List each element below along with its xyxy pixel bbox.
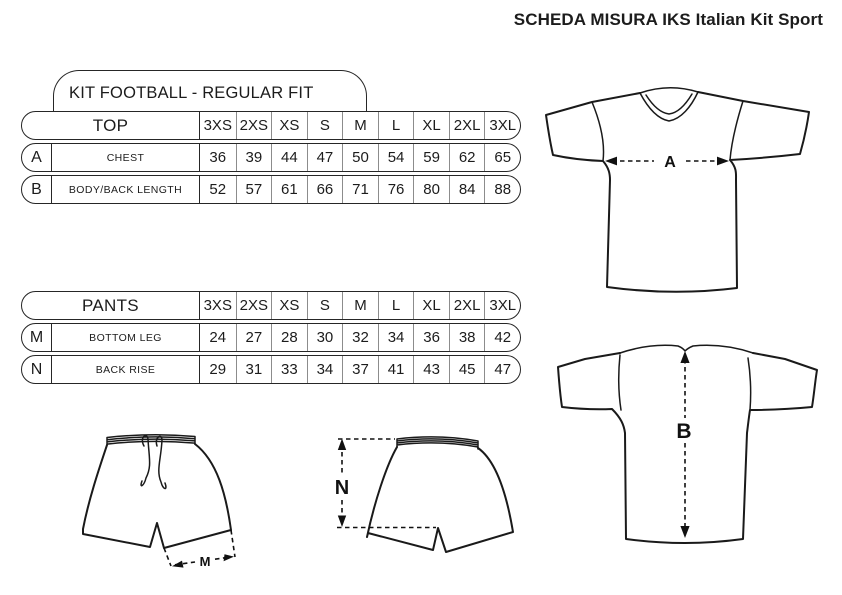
measure-label: BACK RISE [52,356,200,383]
size-header-cell: XS [271,292,307,319]
value-cell: 37 [342,356,378,383]
shirt-back-diagram [545,336,835,551]
size-header-cell: XL [413,112,449,139]
waistband [107,435,195,445]
value-cell: 28 [271,324,307,351]
size-header-cell: 2XL [449,112,485,139]
arrowhead-left [605,157,617,166]
measure-label: BOTTOM LEG [52,324,200,351]
table-row-chest [21,143,521,172]
arrowhead-right [224,554,234,561]
value-cell: 47 [307,144,343,171]
value-cell: 57 [236,176,272,203]
table-row-bottom-leg [21,323,521,352]
value-cell: 34 [307,356,343,383]
arrowhead-top [680,351,689,363]
measure-label: BODY/BACK LENGTH [52,176,200,203]
value-cell: 88 [484,176,520,203]
drawstring-right [156,436,166,488]
shorts-front-outline [83,444,231,548]
size-header-cell: S [307,112,343,139]
value-cell: 29 [209,361,227,378]
size-header-cell: S [307,292,343,319]
value-cell: 38 [449,324,485,351]
kit-tab-label: KIT FOOTBALL - REGULAR FIT [69,84,314,102]
table-row-back-rise [21,355,521,384]
measure-letter: B [22,176,52,203]
size-header-cell: M [342,292,378,319]
value-cell: 34 [378,324,414,351]
size-header-cell: 2XS [236,112,272,139]
value-cell: 84 [449,176,485,203]
collar-band-outer [640,92,698,121]
collar-outer-arc [640,88,698,93]
back-neckline [620,345,753,353]
measure-label: CHEST [52,144,200,171]
shirt-front-diagram [536,78,826,303]
left-armhole-seam [619,355,621,410]
value-cell: 43 [413,356,449,383]
shorts-back-outline [367,447,513,552]
measure-letter: A [22,144,52,171]
measure-label-n: N [334,477,350,499]
right-armhole-seam [748,358,751,410]
value-cell: 76 [378,176,414,203]
document-title: SCHEDA MISURA IKS Italian Kit Sport [513,10,823,29]
value-cell: 50 [342,144,378,171]
value-cell: 36 [209,149,227,166]
value-cell: 47 [484,356,520,383]
waistband [397,437,478,449]
top-table-title: TOP [22,112,200,139]
shorts-front-drawing-svg [78,428,243,576]
value-cell: 71 [342,176,378,203]
size-header-cell: 2XL [449,292,485,319]
value-cell: 54 [378,144,414,171]
measure-label-b: B [676,420,692,443]
arrowhead-left [172,561,184,568]
measure-letter: N [22,356,52,383]
value-cell: 65 [484,144,520,171]
measure-label-a: A [664,154,676,171]
arrowhead-top [338,439,346,451]
shorts-back-drawing-svg [328,430,528,570]
arrowhead-right [717,157,729,166]
top-table-header-row [21,111,521,140]
shirt-back-drawing-svg [545,336,835,551]
size-header-cell: 2XS [236,292,272,319]
arrowhead-bottom [338,516,346,528]
value-cell: 30 [307,324,343,351]
left-armhole-seam [592,102,604,161]
size-header-cell: L [378,112,414,139]
right-armhole-seam [730,101,743,160]
value-cell: 32 [342,324,378,351]
table-row-body-back-length [21,175,521,204]
value-cell: 33 [271,356,307,383]
size-header-cell: M [342,112,378,139]
value-cell: 66 [307,176,343,203]
value-cell: 36 [413,324,449,351]
size-header-cell: XL [413,292,449,319]
value-cell: 42 [484,324,520,351]
value-cell: 24 [209,329,227,346]
size-header-cell: 3XS [203,117,232,134]
drawstring-left [141,436,150,486]
pants-table-title: PANTS [22,292,200,319]
measure-label-m: M [199,554,211,569]
value-cell: 45 [449,356,485,383]
value-cell: 41 [378,356,414,383]
value-cell: 61 [271,176,307,203]
shirt-front-drawing-svg [536,78,826,303]
shirt-back-outline [558,353,817,543]
size-header-cell: L [378,292,414,319]
value-cell: 27 [236,324,272,351]
size-header-cell: 3XL [484,112,520,139]
value-cell: 31 [236,356,272,383]
measure-letter: M [22,324,52,351]
shorts-back-diagram [328,430,528,570]
back-rise-measure-line [334,439,436,528]
value-cell: 44 [271,144,307,171]
shirt-front-outline [546,92,809,292]
value-cell: 39 [236,144,272,171]
value-cell: 80 [413,176,449,203]
size-header-cell: 3XS [203,297,232,314]
size-header-cell: XS [271,112,307,139]
value-cell: 59 [413,144,449,171]
value-cell: 62 [449,144,485,171]
size-header-cell: 3XL [484,292,520,319]
value-cell: 52 [209,181,227,198]
arrowhead-bottom [680,526,689,538]
shorts-front-diagram [78,428,243,576]
pants-table-header-row [21,291,521,320]
